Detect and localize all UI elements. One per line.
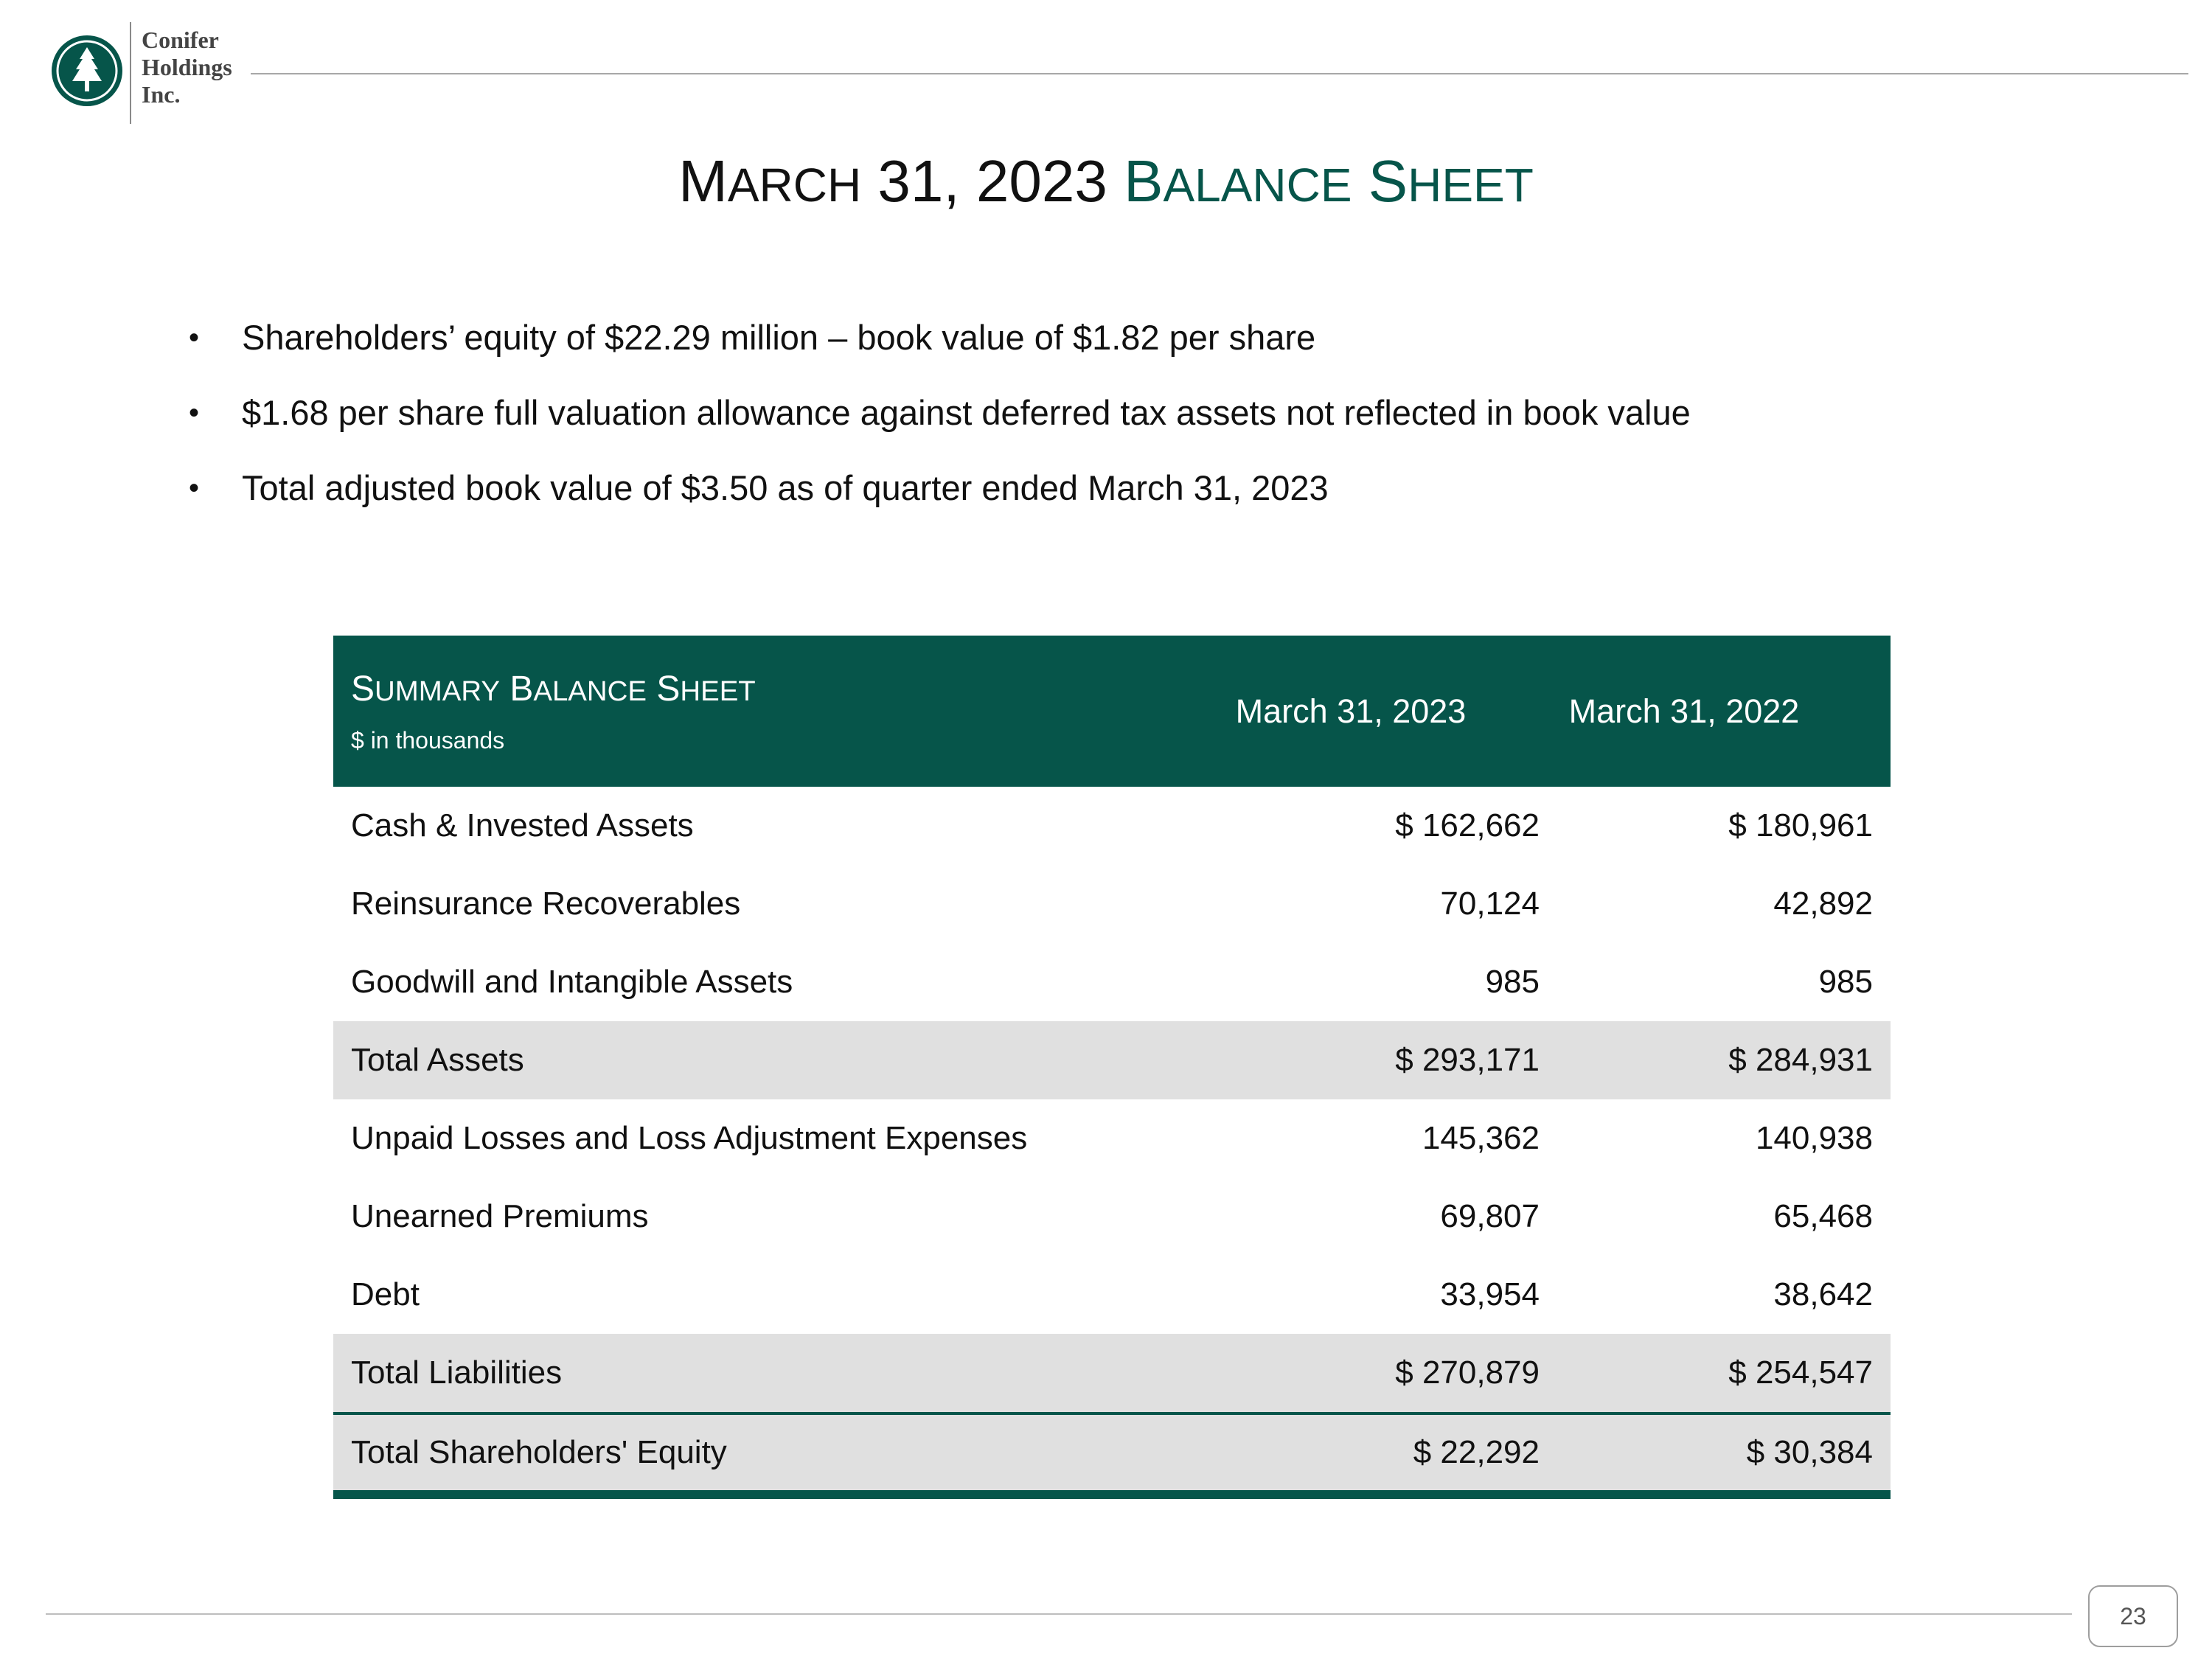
- value-2022: 38,642: [1773, 1276, 1873, 1312]
- bullet-marker: •: [189, 321, 200, 354]
- bullet-marker: •: [189, 397, 200, 429]
- value-2022: $ 254,547: [1728, 1354, 1873, 1391]
- value-2023: 70,124: [1440, 886, 1540, 922]
- table-row: [333, 943, 1891, 1021]
- company-name: [142, 27, 260, 108]
- bullet-item: [189, 386, 1691, 462]
- row-label: Total Assets: [351, 1042, 524, 1078]
- table-bottom-bar: [333, 1490, 1891, 1499]
- row-label: Debt: [351, 1276, 420, 1312]
- value-2023: $ 162,662: [1395, 807, 1540, 844]
- footer-rule: [46, 1613, 2072, 1615]
- table-row: [333, 1256, 1891, 1334]
- value-2022: $ 180,961: [1728, 807, 1873, 844]
- pine-tree-icon: [52, 35, 122, 106]
- row-label: Reinsurance Recoverables: [351, 886, 741, 922]
- bullet-text: $1.68 per share full valuation allowance against deferred tax assets not reflected in book value: [242, 393, 1691, 432]
- company-name-line: Inc.: [142, 81, 181, 108]
- balance-sheet-table: [333, 636, 1891, 1499]
- row-label: Cash & Invested Assets: [351, 807, 694, 844]
- company-name-line: Conifer: [142, 27, 219, 53]
- logo-divider: [130, 22, 131, 124]
- row-label: Unearned Premiums: [351, 1198, 649, 1234]
- title-subject: BALANCE SHEET: [1124, 148, 1534, 214]
- summary-bullets: [189, 311, 1691, 537]
- value-2022: 42,892: [1773, 886, 1873, 922]
- table-row: [333, 865, 1891, 943]
- bullet-text: Total adjusted book value of $3.50 as of quarter ended March 31, 2023: [242, 468, 1329, 507]
- value-2023: $ 293,171: [1395, 1042, 1540, 1078]
- table-header: [333, 636, 1891, 787]
- value-2023: 985: [1485, 964, 1540, 1000]
- value-2022: 140,938: [1755, 1120, 1873, 1156]
- table-row: [333, 787, 1891, 865]
- total-row: [333, 1334, 1891, 1412]
- column-header-2023: March 31, 2023: [1235, 692, 1467, 730]
- row-label: Goodwill and Intangible Assets: [351, 964, 793, 1000]
- table-units: $ in thousands: [351, 727, 505, 754]
- value-2023: 145,362: [1422, 1120, 1540, 1156]
- row-label: Total Shareholders' Equity: [351, 1434, 727, 1470]
- value-2023: $ 22,292: [1413, 1434, 1540, 1470]
- value-2022: $ 284,931: [1728, 1042, 1873, 1078]
- value-2023: 69,807: [1440, 1198, 1540, 1234]
- bullet-item: [189, 311, 1691, 386]
- header-rule: [251, 73, 2188, 74]
- equity-row: [333, 1412, 1891, 1490]
- value-2022: $ 30,384: [1746, 1434, 1873, 1470]
- row-label: Total Liabilities: [351, 1354, 563, 1391]
- page-title: [0, 145, 2212, 222]
- title-date: MARCH 31, 2023: [678, 148, 1107, 214]
- bullet-marker: •: [189, 472, 200, 504]
- bullet-item: [189, 462, 1691, 537]
- company-name-line: Holdings: [142, 54, 232, 80]
- table-row: [333, 1178, 1891, 1256]
- value-2023: $ 270,879: [1395, 1354, 1540, 1391]
- value-2022: 65,468: [1773, 1198, 1873, 1234]
- column-header-2022: March 31, 2022: [1568, 692, 1800, 730]
- value-2023: 33,954: [1440, 1276, 1540, 1312]
- page-number: 23: [2088, 1585, 2178, 1647]
- table-row: [333, 1099, 1891, 1178]
- total-row: [333, 1021, 1891, 1099]
- table-title: SUMMARY BALANCE SHEET: [351, 669, 756, 709]
- bullet-text: Shareholders’ equity of $22.29 million – book value of $1.82 per share: [242, 318, 1316, 357]
- row-label: Unpaid Losses and Loss Adjustment Expenses: [351, 1120, 1028, 1156]
- value-2022: 985: [1818, 964, 1873, 1000]
